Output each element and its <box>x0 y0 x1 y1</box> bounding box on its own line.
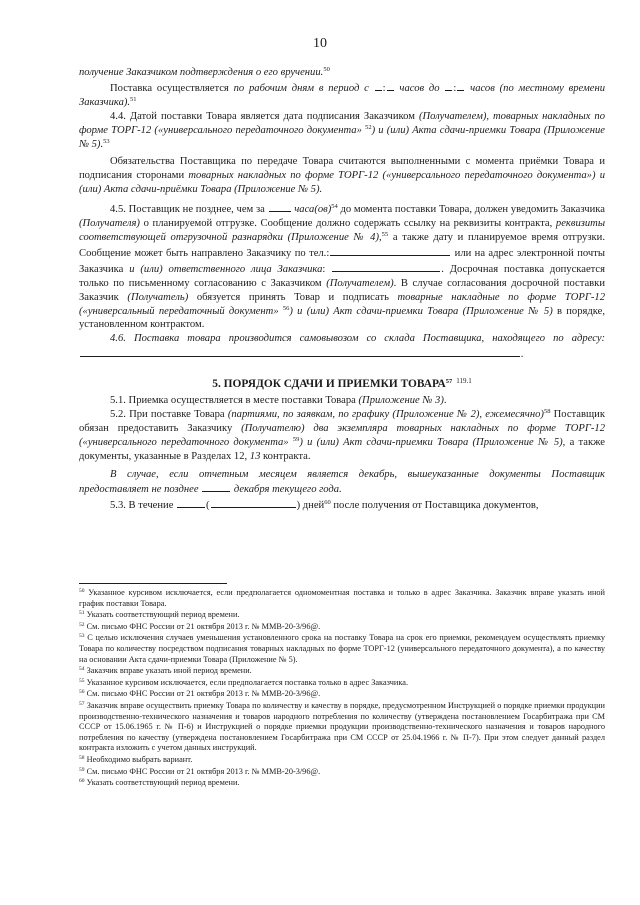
footnote: $^{57}$ Заказчик вправе осуществить приемку Товара по количеству и качеству в порядке, предусмотренном Инструкцией о порядке приемки продукции производственно-технического назначения и товаров народного потребления по количеству (утверждена постановлением Госарбитража при СМ СССР от 15.06.1965 г. № П-6) и Инструкцией о порядке приемки продукции производственно-технического назначения и товаров народного потребления по качеству (утверждена постановлением Госарбитража при СМ СССР от 25.04.1966 г. № П-7). При этом следует данный раздел контракта изложить с учетом данных инструкций. <box>79 700 605 753</box>
paragraph-5-3: 5.3. В течение ( ) дней$^{60}$ после получения от Поставщика документов, <box>110 499 539 512</box>
blank-field <box>80 346 520 357</box>
footnote-ref: 50 <box>323 66 330 73</box>
footnote-ref: 53 <box>103 137 110 145</box>
page-number: 10 <box>313 36 327 51</box>
section-title: 5. ПОРЯДОК СДАЧИ И ПРИЕМКИ ТОВАРА$^{57}$ $^{119.1}$ <box>212 377 472 391</box>
footnote-ref: 55 <box>381 230 389 238</box>
blank-field <box>330 245 450 256</box>
blank-field <box>332 261 440 272</box>
blank-field <box>202 481 230 492</box>
footnote: $^{58}$ Необходимо выбрать вариант. <box>79 754 193 764</box>
paragraph-continuation: получение Заказчиком подтверждения о его вручении.$^{50}$ <box>79 66 330 78</box>
paragraph-obligations: Обязательства Поставщика по передаче Товара считаются выполненными с момента приёмки Товара и подписания сторонами товарных накладных по форме ТОРГ-12 («универсального передаточного документа») и (или) Акта сдачи-приёмки Товара (Приложение № 5). <box>79 156 605 196</box>
footnote-ref: 59 <box>292 435 300 443</box>
footnote-ref: 57 <box>445 378 453 386</box>
paragraph-4-6: 4.6. Поставка товара производится самовывозом со склада Поставщика, находящего по адресу:. <box>79 332 605 362</box>
blank-field <box>445 80 452 91</box>
paragraph-5-2: 5.2. При поставке Товара (партиями, по заявкам, по графику (Приложение № 2), ежемесячно)$^{58}$ Поставщик обязан предоставить Заказчику (Получателю) два экземпляра товарных накладных по форме ТОРГ-12 («универсального передаточного документа» $^{59}$) и (или) Акт сдачи-приемки Товара (Приложение № 5), а также документы, указанные в Разделах 12, 13 контракта. <box>79 407 606 462</box>
paragraph-5-1: 5.1. Приемка осуществляется в месте поставки Товара (Приложение № 3). <box>110 395 447 407</box>
footnote-ref: 54 <box>331 203 338 211</box>
footnote: $^{51}$ Указать соответствующий период времени. <box>79 610 240 620</box>
footnote: $^{56}$ См. письмо ФНС России от 21 октября 2013 г. № ММВ-20-3/96@. <box>79 689 321 699</box>
footnote: $^{59}$ См. письмо ФНС России от 21 октября 2013 г. № ММВ-20-3/96@. <box>79 766 321 776</box>
footnote: $^{50}$ Указанное курсивом исключается, если предполагается одномоментная поставка и только в адрес Заказчика. Заказчик вправе указать иной график поставки Товара. <box>79 588 605 608</box>
footnote: $^{53}$ С целью исключения случаев уменьшения установленного срока на поставку Товара на срок его приемки, рекомендуем осуществлять приемку Товара по количеству посредством подписания товарных накладных по форме ТОРГ-12 (универсального передаточного документа), а по качеству на основании Акта сдачи-приемки Товара (Приложение № 5). <box>79 633 606 664</box>
blank-field <box>177 497 205 508</box>
footnote-ref: 51 <box>130 95 137 103</box>
footnote-ref: 60 <box>324 499 331 507</box>
paragraph-december: В случае, если отчетным месяцем является декабрь, вышеуказанные документы Поставщик предоставляет не позднее декабря текущего года. <box>79 468 605 496</box>
blank-field <box>211 497 296 508</box>
footnote-ref: 56 <box>282 304 290 312</box>
blank-field <box>457 80 464 91</box>
blank-field <box>269 201 291 212</box>
footnote-ref: 58 <box>543 407 551 415</box>
footnotes <box>79 588 605 790</box>
footnote-ref: 52 <box>365 123 372 131</box>
paragraph-delivery-time: Поставка осуществляется по рабочим дням в период с : часов до : часов (по местному времени Заказчика).$^{51}$ <box>79 80 605 110</box>
blank-field <box>375 80 382 91</box>
footnote: $^{60}$ Указать соответствующий период времени. <box>79 778 240 788</box>
section-annotation: 119.1 <box>456 377 472 386</box>
document-body <box>79 66 605 513</box>
footnote-separator <box>79 583 227 584</box>
footnote: $^{55}$ Указанное курсивом исключается, если предполагается поставка только в адрес Заказчика. <box>79 677 409 687</box>
footnote: $^{54}$ Заказчик вправе указать иной период времени. <box>79 666 252 676</box>
paragraph-4-5: 4.5. Поставщик не позднее, чем за часа(ов)$^{54}$ до момента поставки Товара, должен уведомить Заказчика (Получателя) о планируемой отгрузке. Сообщение должно содержать ссылку на реквизиты контракта, реквизиты соответствующей отгрузочной разнарядки (Приложение № 4),$^{55}$ а также дату и планируемое время отгрузки. Сообщение может быть направлено Заказчику по тел.: или на адрес электронной почты Заказчика и (или) ответственного лица Заказчика: . Досрочная поставка допускается только по письменному согласованию с Заказчиком (Получателем). В случае согласования досрочной поставки Заказчик (Получатель) обязуется принять Товар и подписать товарные накладные по форме ТОРГ-12 («универсальный передаточный документ» $^{56}$) и (или) Акт сдачи-приемки Товара (Приложение № 5) в порядке, установленном контрактом. <box>79 203 606 331</box>
footnote: $^{52}$ См. письмо ФНС России от 21 октября 2013 г. № ММВ-20-3/96@. <box>79 621 321 631</box>
paragraph-4-4: 4.4. Датой поставки Товара является дата подписания Заказчиком (Получателем), товарных накладных по форме ТОРГ-12 («универсального передаточного документа» $^{52}$) и (или) Акта сдачи-приемки Товара (Приложение № 5).$^{53}$ <box>79 110 605 150</box>
blank-field <box>387 80 394 91</box>
